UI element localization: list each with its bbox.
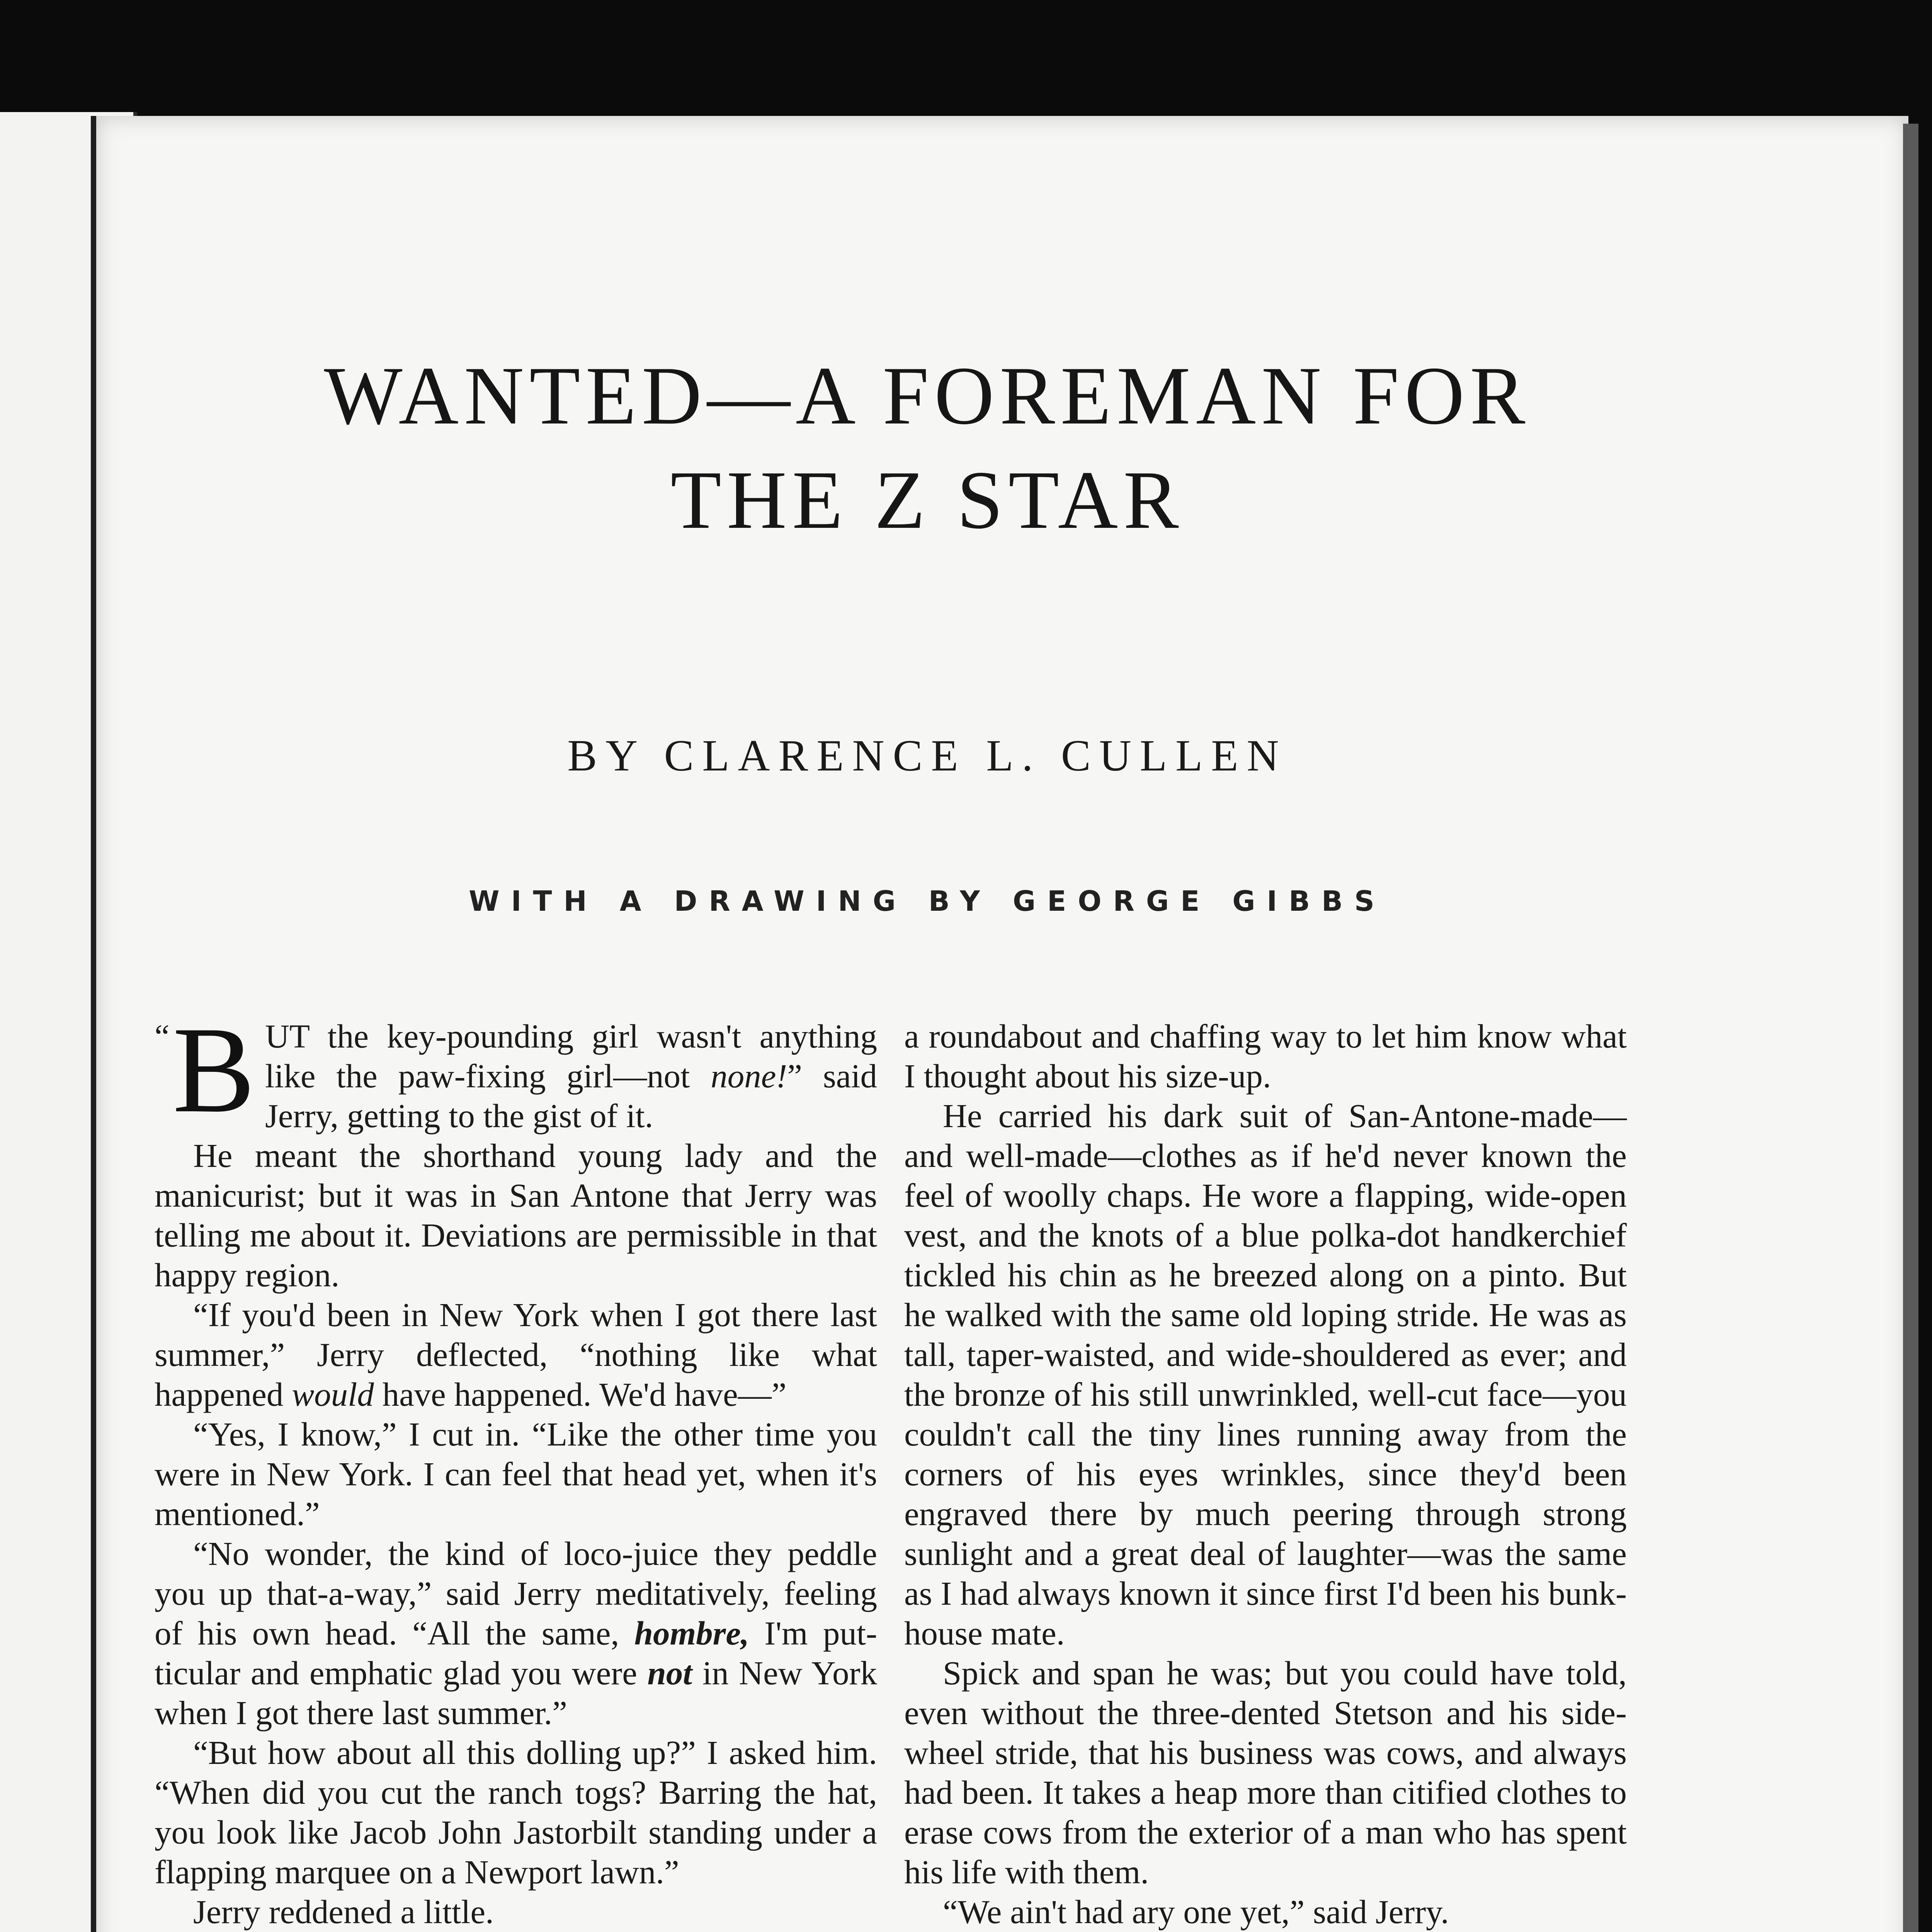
- opening-quote: “: [155, 1017, 170, 1055]
- paragraph: a roundabout and chaffing way to let him know what I thought about his size-up.: [904, 1017, 1627, 1095]
- paragraph: “If you'd been in New York when I got there last summer,” Jerry deflected, “nothing like what happened would have happened. We'd have—”: [155, 1296, 877, 1413]
- drop-cap: B: [172, 1002, 255, 1138]
- paragraph: He carried his dark suit of San-Antone-made—and well-made—clothes as if he'd never known the feel of woolly chaps. He wore a flapping, wide-open vest, and the knots of a blue polka-dot handkerchief tickled his chin as he breezed along on a pinto. But he walked with the same old loping stride. He was as tall, taper-waisted, and wide-shouldered as ever; and the bronze of his still unwrinkled, well-cut face—you couldn't call the tiny lines running away from the corners of his eyes wrinkles, since they'd been engraved there by much peering through strong sunlight and a great deal of laughter—was the same as I had always known it since first I'd been his bunk-house mate.: [904, 1097, 1627, 1652]
- paragraph: He meant the shorthand young lady and the manicurist; but it was in San Antone that Jerry was telling me about it. Deviations are permissible in that happy region.: [155, 1137, 877, 1294]
- right-text-column: [904, 1016, 1627, 1932]
- author-byline: BY CLARENCE L. CULLEN: [567, 731, 1287, 780]
- illustration-credit: WITH A DRAWING BY GEORGE GIBBS: [469, 885, 1386, 917]
- paragraph: “No wonder, the kind of loco-juice they peddle you up that-a-way,” said Jerry meditatively, feeling of his own head. “All the same, hombre, I'm put-ticular and emphatic glad you were not in New York when I got there last summer.”: [155, 1535, 878, 1731]
- paragraph: “But how about all this dolling up?” I asked him. “When did you cut the ranch togs? Barring the hat, you look like Jacob John Jastorbilt standing under a flapping marquee on a Newport lawn.”: [155, 1734, 877, 1891]
- left-text-column: [155, 1002, 878, 1932]
- paragraph: “Yes, I know,” I cut in. “Like the other time you were in New York. I can feel that head yet, when it's mentioned.”: [155, 1415, 877, 1532]
- paragraph: “We ain't had ary one yet,” said Jerry.: [943, 1893, 1449, 1930]
- paragraph: Spick and span he was; but you could have told, even without the three-dented Stetson and his side-wheel stride, that his business was cows, and always had been. It takes a heap more than citified clothes to erase cows from the exterior of a man who has spent his life with them.: [904, 1654, 1627, 1891]
- paragraph: Jerry reddened a little.: [193, 1893, 494, 1930]
- article-title-line-2: THE Z STAR: [670, 454, 1184, 546]
- article-title-line-1: WANTED—A FOREMAN FOR: [324, 349, 1531, 442]
- page-stack-edge: [1903, 124, 1918, 1932]
- paragraph: “ B UT the key-pounding girl wasn't anything like the paw-fixing girl—not none!” said Jerry, getting to the gist of it.: [155, 1002, 877, 1138]
